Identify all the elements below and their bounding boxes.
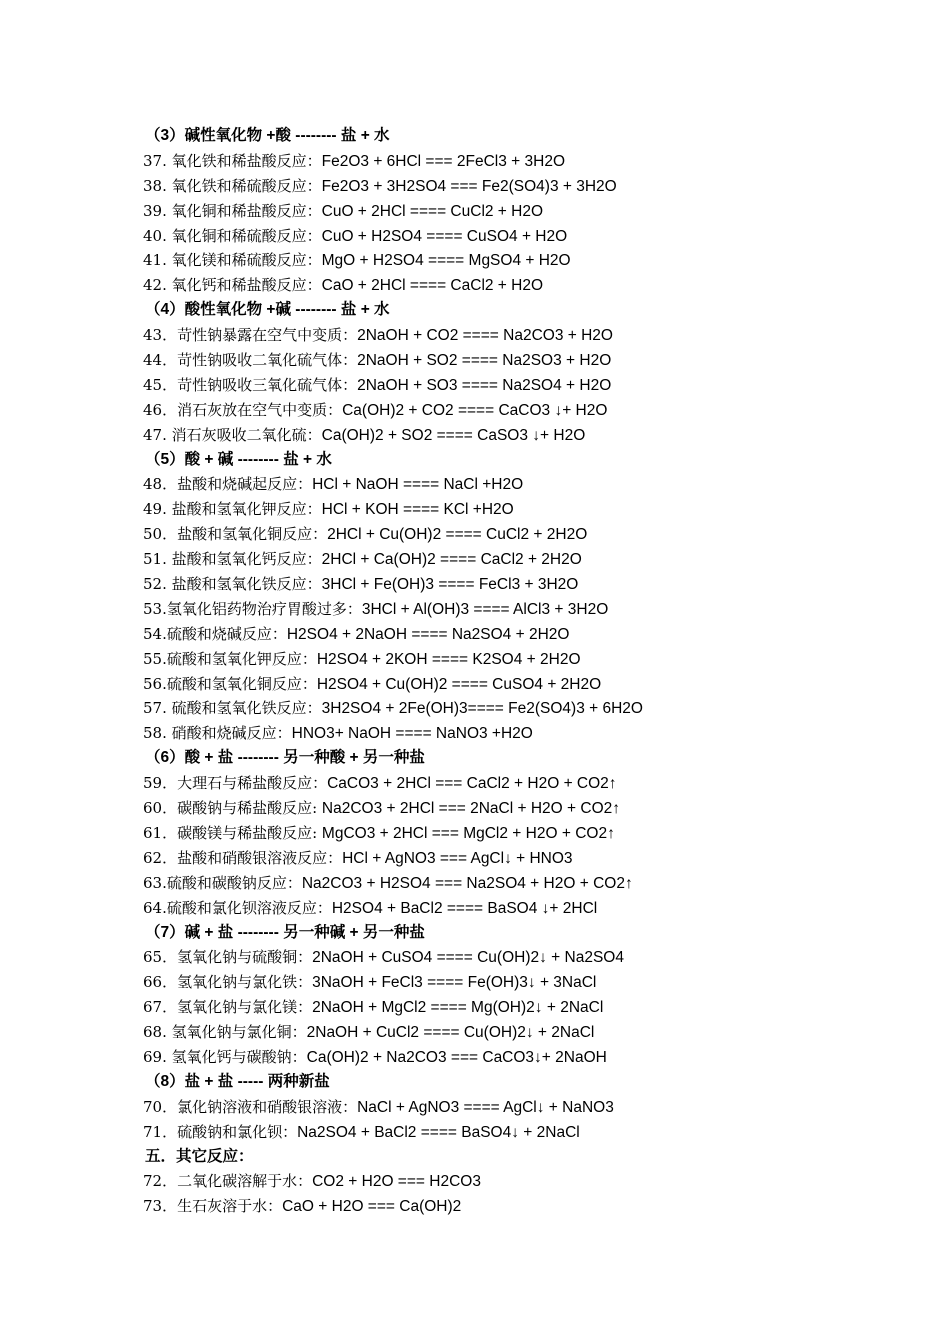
reaction-49 bbox=[143, 497, 923, 522]
reaction-60 bbox=[143, 796, 923, 821]
reaction-51 bbox=[143, 547, 923, 572]
reaction-label: 62．盐酸和硝酸银溶液反应： bbox=[143, 848, 343, 867]
reaction-73 bbox=[143, 1194, 923, 1219]
reaction-44 bbox=[143, 348, 923, 373]
reaction-59 bbox=[143, 771, 923, 796]
reaction-equation: 2NaOH + CuCl2 ==== Cu(OH)2↓ + 2NaCl bbox=[306, 1024, 595, 1042]
reaction-equation: 2NaOH + SO3 ==== Na2SO4 + H2O bbox=[357, 376, 612, 394]
reaction-label: 59．大理石与稀盐酸反应： bbox=[143, 774, 328, 793]
reaction-equation: Na2CO3 + 2HCl === 2NaCl + H2O + CO2↑ bbox=[321, 800, 621, 818]
reaction-71 bbox=[143, 1120, 923, 1145]
reaction-label: 73．生石灰溶于水： bbox=[143, 1197, 283, 1216]
reaction-equation: HNO3+ NaOH ==== NaNO3 +H2O bbox=[291, 725, 533, 743]
reaction-equation: Ca(OH)2 + Na2CO3 === CaCO3↓+ 2NaOH bbox=[306, 1048, 607, 1066]
reaction-equation: HCl + NaOH ==== NaCl +H2O bbox=[312, 476, 524, 494]
reaction-41 bbox=[143, 248, 923, 273]
reaction-equation: CuO + 2HCl ==== CuCl2 + H2O bbox=[321, 202, 544, 220]
reaction-equation: MgO + H2SO4 ==== MgSO4 + H2O bbox=[321, 252, 571, 270]
reaction-equation: CO2 + H2O === H2CO3 bbox=[312, 1173, 481, 1191]
reaction-label: 52. 盐酸和氢氧化铁反应： bbox=[143, 575, 322, 594]
section-heading-7: （7）碱 + 盐 -------- 另一种碱 + 另一种盐 bbox=[145, 923, 425, 941]
reaction-equation: Fe2O3 + 6HCl === 2FeCl3 + 3H2O bbox=[321, 152, 566, 170]
reaction-label: 60．碳酸钠与稀盐酸反应: bbox=[143, 799, 322, 818]
section-heading-3: （3）碱性氧化物 +酸 -------- 盐 + 水 bbox=[145, 127, 390, 144]
reaction-equation: CaO + 2HCl ==== CaCl2 + H2O bbox=[321, 277, 544, 295]
reaction-label: 49. 盐酸和氢氧化钾反应： bbox=[143, 500, 322, 519]
reaction-equation: CuO + H2SO4 ==== CuSO4 + H2O bbox=[321, 227, 568, 245]
reaction-label: 40. 氧化铜和稀硫酸反应： bbox=[143, 226, 322, 245]
reaction-56 bbox=[143, 672, 923, 697]
reaction-62 bbox=[143, 846, 923, 871]
reaction-label: 71．硫酸钠和氯化钡： bbox=[143, 1122, 298, 1141]
reaction-47 bbox=[143, 423, 923, 448]
reaction-label: 45．苛性钠吸收三氧化硫气体： bbox=[143, 375, 358, 394]
reaction-label: 66．氢氧化钠与氯化铁： bbox=[143, 973, 313, 992]
reaction-64 bbox=[143, 896, 923, 921]
reaction-equation: HCl + KOH ==== KCl +H2O bbox=[321, 501, 514, 519]
reaction-label: 53.氢氧化铝药物治疗胃酸过多： bbox=[143, 599, 362, 618]
reaction-label: 50．盐酸和氢氧化铜反应： bbox=[143, 525, 328, 544]
reaction-label: 57. 硫酸和氢氧化铁反应： bbox=[143, 699, 322, 718]
reaction-61 bbox=[143, 821, 923, 846]
reaction-label: 43．苛性钠暴露在空气中变质： bbox=[143, 326, 358, 345]
reaction-equation: CaO + H2O === Ca(OH)2 bbox=[282, 1198, 462, 1216]
reaction-equation: MgCO3 + 2HCl === MgCl2 + H2O + CO2↑ bbox=[321, 824, 615, 842]
reaction-72 bbox=[143, 1169, 923, 1194]
reaction-equation: H2SO4 + BaCl2 ==== BaSO4 ↓+ 2HCl bbox=[331, 899, 598, 917]
section-heading-8: （8）盐 + 盐 ----- 两种新盐 bbox=[145, 1072, 330, 1090]
reaction-66 bbox=[143, 970, 923, 995]
reaction-57 bbox=[143, 696, 923, 721]
reaction-37 bbox=[143, 149, 923, 174]
reaction-label: 68. 氢氧化钠与氯化铜： bbox=[143, 1023, 307, 1042]
document-page bbox=[143, 124, 923, 1219]
reaction-equation: 2NaOH + SO2 ==== Na2SO3 + H2O bbox=[357, 352, 612, 370]
reaction-65 bbox=[143, 945, 923, 970]
reaction-label: 46．消石灰放在空气中变质： bbox=[143, 400, 343, 419]
reaction-label: 47. 消石灰吸收二氧化硫： bbox=[143, 425, 322, 444]
reaction-label: 48．盐酸和烧碱起反应： bbox=[143, 475, 313, 494]
reaction-equation: Ca(OH)2 + SO2 ==== CaSO3 ↓+ H2O bbox=[321, 426, 586, 444]
reaction-equation: HCl + AgNO3 === AgCl↓ + HNO3 bbox=[342, 849, 573, 867]
reaction-45 bbox=[143, 373, 923, 398]
reaction-39 bbox=[143, 199, 923, 224]
reaction-label: 51. 盐酸和氢氧化钙反应： bbox=[143, 550, 322, 569]
reaction-equation: 2HCl + Cu(OH)2 ==== CuCl2 + 2H2O bbox=[327, 526, 588, 544]
reaction-label: 58. 硝酸和烧碱反应： bbox=[143, 724, 292, 743]
reaction-equation: Fe2O3 + 3H2SO4 === Fe2(SO4)3 + 3H2O bbox=[321, 177, 617, 195]
reaction-label: 67．氢氧化钠与氯化镁： bbox=[143, 998, 313, 1017]
reaction-label: 70．氯化钠溶液和硝酸银溶液： bbox=[143, 1097, 358, 1116]
reaction-54 bbox=[143, 622, 923, 647]
reaction-label: 38. 氧化铁和稀硫酸反应： bbox=[143, 176, 322, 195]
reaction-equation: 2NaOH + CuSO4 ==== Cu(OH)2↓ + Na2SO4 bbox=[312, 949, 624, 967]
reaction-equation: Ca(OH)2 + CO2 ==== CaCO3 ↓+ H2O bbox=[342, 401, 608, 419]
reaction-equation: H2SO4 + Cu(OH)2 ==== CuSO4 + 2H2O bbox=[316, 675, 602, 693]
reaction-equation: Na2SO4 + BaCl2 ==== BaSO4↓ + 2NaCl bbox=[297, 1123, 580, 1141]
reaction-label: 54.硫酸和烧碱反应： bbox=[143, 624, 287, 643]
reaction-label: 41. 氧化镁和稀硫酸反应： bbox=[143, 251, 322, 270]
reaction-equation: CaCO3 + 2HCl === CaCl2 + H2O + CO2↑ bbox=[327, 775, 617, 793]
reaction-equation: NaCl + AgNO3 ==== AgCl↓ + NaNO3 bbox=[357, 1098, 614, 1116]
reaction-equation: 2HCl + Ca(OH)2 ==== CaCl2 + 2H2O bbox=[321, 551, 582, 569]
section-heading-4: （4）酸性氧化物 +碱 -------- 盐 + 水 bbox=[145, 301, 390, 319]
reaction-58 bbox=[143, 721, 923, 746]
reaction-equation: H2SO4 + 2KOH ==== K2SO4 + 2H2O bbox=[316, 650, 581, 668]
reaction-46 bbox=[143, 398, 923, 423]
reaction-equation: Na2CO3 + H2SO4 === Na2SO4 + H2O + CO2↑ bbox=[301, 874, 633, 892]
reaction-label: 37. 氧化铁和稀盐酸反应： bbox=[143, 151, 322, 170]
reaction-label: 64.硫酸和氯化钡溶液反应： bbox=[143, 898, 332, 917]
reaction-label: 65．氢氧化钠与硫酸铜： bbox=[143, 948, 313, 967]
reaction-53 bbox=[143, 597, 923, 622]
reaction-label: 44．苛性钠吸收二氧化硫气体： bbox=[143, 351, 358, 370]
reaction-67 bbox=[143, 995, 923, 1020]
reaction-55 bbox=[143, 647, 923, 672]
reaction-48 bbox=[143, 472, 923, 497]
reaction-43 bbox=[143, 323, 923, 348]
reaction-42 bbox=[143, 273, 923, 298]
reaction-69 bbox=[143, 1045, 923, 1070]
reaction-40 bbox=[143, 224, 923, 249]
reaction-equation: 3HCl + Al(OH)3 ==== AlCl3 + 3H2O bbox=[361, 600, 609, 618]
reaction-50 bbox=[143, 522, 923, 547]
reaction-equation: H2SO4 + 2NaOH ==== Na2SO4 + 2H2O bbox=[286, 625, 570, 643]
reaction-52 bbox=[143, 572, 923, 597]
reaction-equation: 3H2SO4 + 2Fe(OH)3==== Fe2(SO4)3 + 6H2O bbox=[321, 700, 643, 718]
section-heading-6: （6）酸 + 盐 -------- 另一种酸 + 另一种盐 bbox=[145, 749, 425, 767]
reaction-38 bbox=[143, 174, 923, 199]
section-heading-5: （5）酸 + 碱 -------- 盐 + 水 bbox=[145, 450, 332, 468]
reaction-equation: 2NaOH + CO2 ==== Na2CO3 + H2O bbox=[357, 327, 613, 345]
reaction-equation: 2NaOH + MgCl2 ==== Mg(OH)2↓ + 2NaCl bbox=[312, 999, 604, 1017]
reaction-label: 72．二氧化碳溶解于水： bbox=[143, 1172, 313, 1191]
reaction-label: 61．碳酸镁与稀盐酸反应: bbox=[143, 823, 322, 842]
reaction-70 bbox=[143, 1095, 923, 1120]
reaction-label: 55.硫酸和氢氧化钾反应： bbox=[143, 649, 317, 668]
reaction-label: 63.硫酸和碳酸钠反应： bbox=[143, 873, 302, 892]
reaction-equation: 3HCl + Fe(OH)3 ==== FeCl3 + 3H2O bbox=[321, 576, 579, 594]
reaction-label: 69. 氢氧化钙与碳酸钠： bbox=[143, 1047, 307, 1066]
reaction-label: 42. 氧化钙和稀盐酸反应： bbox=[143, 276, 322, 295]
section-heading-other: 五．其它反应： bbox=[145, 1147, 254, 1165]
reaction-equation: 3NaOH + FeCl3 ==== Fe(OH)3↓ + 3NaCl bbox=[312, 974, 597, 992]
reaction-68 bbox=[143, 1020, 923, 1045]
reaction-label: 39. 氧化铜和稀盐酸反应： bbox=[143, 201, 322, 220]
reaction-label: 56.硫酸和氢氧化铜反应： bbox=[143, 674, 317, 693]
reaction-63 bbox=[143, 871, 923, 896]
